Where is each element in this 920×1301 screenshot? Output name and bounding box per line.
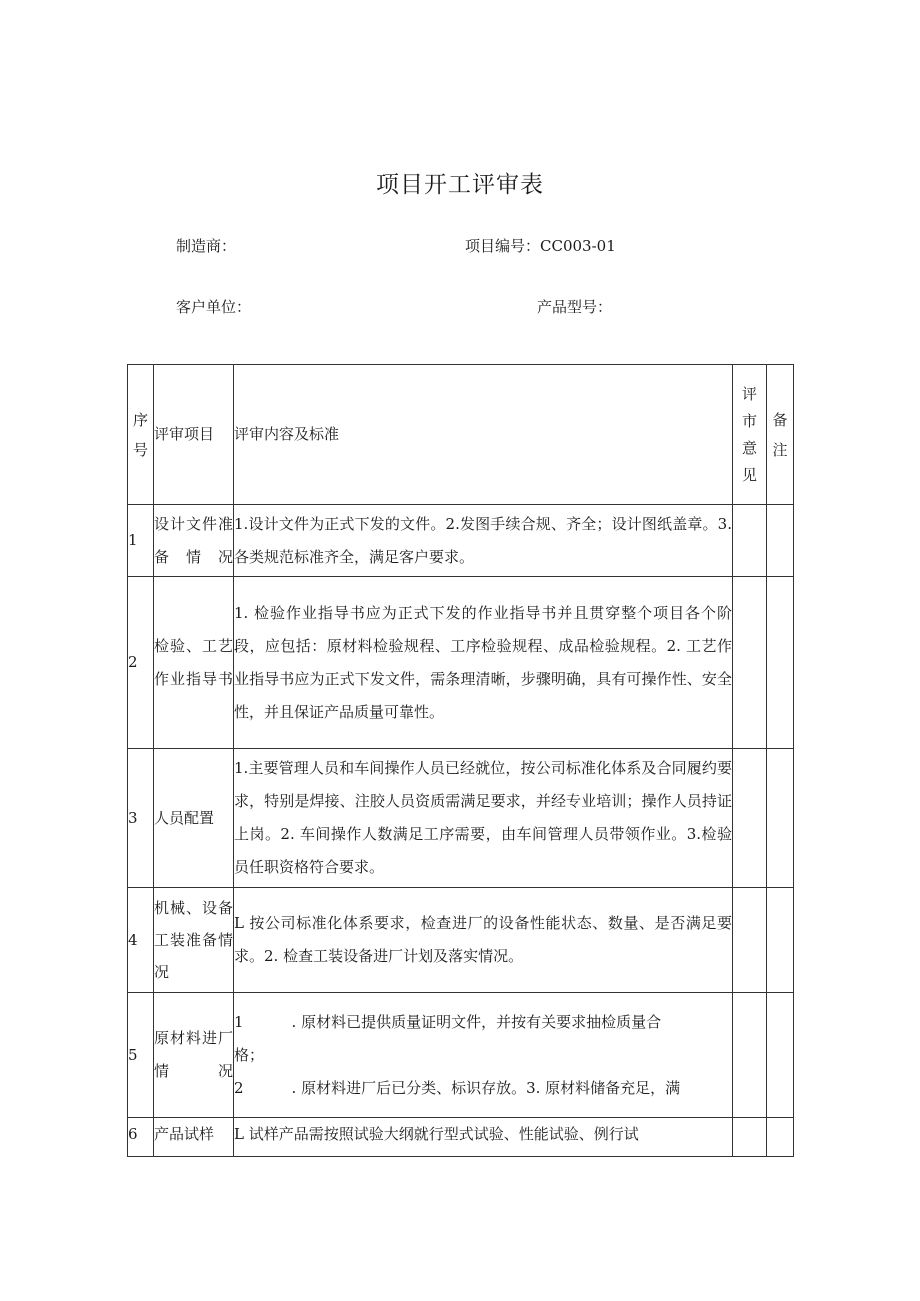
table-header-row xyxy=(128,365,794,505)
row-item: 产品试样 xyxy=(154,1118,234,1157)
row-item: 原材料进厂情况 xyxy=(154,993,234,1118)
header-opinion-char: 见 xyxy=(741,465,757,484)
content-line xyxy=(234,1072,732,1105)
header-remark-char: 备 xyxy=(772,410,788,429)
row-item: 检验、工艺作业指导书 xyxy=(154,577,234,749)
content-line xyxy=(234,1006,732,1039)
header-no-char: 号 xyxy=(132,440,148,459)
review-table xyxy=(127,364,794,1157)
product-model-field: 产品型号： xyxy=(537,298,613,316)
header-opinion-char: 意 xyxy=(741,438,757,457)
row-opinion-cell[interactable] xyxy=(733,888,767,993)
table-row xyxy=(128,749,794,888)
row-opinion-cell[interactable] xyxy=(733,993,767,1118)
row-remark-cell[interactable] xyxy=(767,505,794,577)
row-remark-cell[interactable] xyxy=(767,993,794,1118)
header-no xyxy=(128,365,154,505)
content-line-number: 2 xyxy=(234,1078,244,1097)
row-opinion-cell[interactable] xyxy=(733,1118,767,1157)
content-line-text: . 原材料进厂后已分类、标识存放。3. 原材料储备充足，满 xyxy=(291,1078,681,1097)
row-number: 3 xyxy=(128,749,154,888)
row-content: L 试样产品需按照试验大纲就行型式试验、性能试验、例行试 xyxy=(234,1118,733,1157)
row-opinion-cell[interactable] xyxy=(733,505,767,577)
maker-field: 制造商： xyxy=(176,237,237,255)
row-number: 4 xyxy=(128,888,154,993)
header-remark xyxy=(767,365,794,505)
row-remark-cell[interactable] xyxy=(767,749,794,888)
row-remark-cell[interactable] xyxy=(767,1118,794,1157)
row-content: 1.主要管理人员和车间操作人员已经就位，按公司标准化体系及合同履约要求，特别是焊接、注胶人员资质需满足要求，并经专业培训；操作人员持证上岗。2. 车间操作人数满足工序需要，由车间管理人员带领作业。3.检验员任职资格符合要求。 xyxy=(234,749,733,888)
header-content: 评审内容及标准 xyxy=(234,365,733,505)
header-opinion-char: 评 xyxy=(741,384,757,403)
row-opinion-cell[interactable] xyxy=(733,577,767,749)
row-opinion-cell[interactable] xyxy=(733,749,767,888)
row-remark-cell[interactable] xyxy=(767,577,794,749)
row-number: 5 xyxy=(128,993,154,1118)
row-number: 6 xyxy=(128,1118,154,1157)
header-opinion xyxy=(733,365,767,505)
row-content: L 按公司标准化体系要求，检查进厂的设备性能状态、数量、是否满足要求。2. 检查工装设备进厂计划及落实情况。 xyxy=(234,888,733,993)
row-item: 机械、设备工装准备情况 xyxy=(154,888,234,993)
row-content: 1. 检验作业指导书应为正式下发的作业指导书并且贯穿整个项目各个阶段，应包括：原材料检验规程、工序检验规程、成品检验规程。2. 工艺作业指导书应为正式下发文件，需条理清晰，步骤明确，具有可操作性、安全性，并且保证产品质量可靠性。 xyxy=(234,577,733,749)
table-row xyxy=(128,577,794,749)
header-no-char: 序 xyxy=(132,410,148,429)
table-row xyxy=(128,505,794,577)
client-field: 客户单位： xyxy=(176,298,252,316)
row-item: 设计文件准备情况 xyxy=(154,505,234,577)
row-content xyxy=(234,993,733,1118)
table-row xyxy=(128,993,794,1118)
content-line-text: 格； xyxy=(234,1045,265,1064)
row-remark-cell[interactable] xyxy=(767,888,794,993)
content-line xyxy=(234,1039,732,1072)
row-item: 人员配置 xyxy=(154,749,234,888)
page-title: 项目开工评审表 xyxy=(376,172,544,198)
content-line-text: . 原材料已提供质量证明文件，并按有关要求抽检质量合 xyxy=(291,1012,662,1031)
row-number: 1 xyxy=(128,505,154,577)
content-line-number: 1 xyxy=(234,1012,244,1031)
table-row xyxy=(128,1118,794,1157)
header-item: 评审项目 xyxy=(154,365,234,505)
header-opinion-char: 市 xyxy=(741,411,757,430)
project-number-field: 项目编号：CC003-01 xyxy=(465,237,616,255)
row-number: 2 xyxy=(128,577,154,749)
table-row xyxy=(128,888,794,993)
row-content: 1.设计文件为正式下发的文件。2.发图手续合规、齐全；设计图纸盖章。3.各类规范标准齐全，满足客户要求。 xyxy=(234,505,733,577)
header-remark-char: 注 xyxy=(772,440,788,459)
